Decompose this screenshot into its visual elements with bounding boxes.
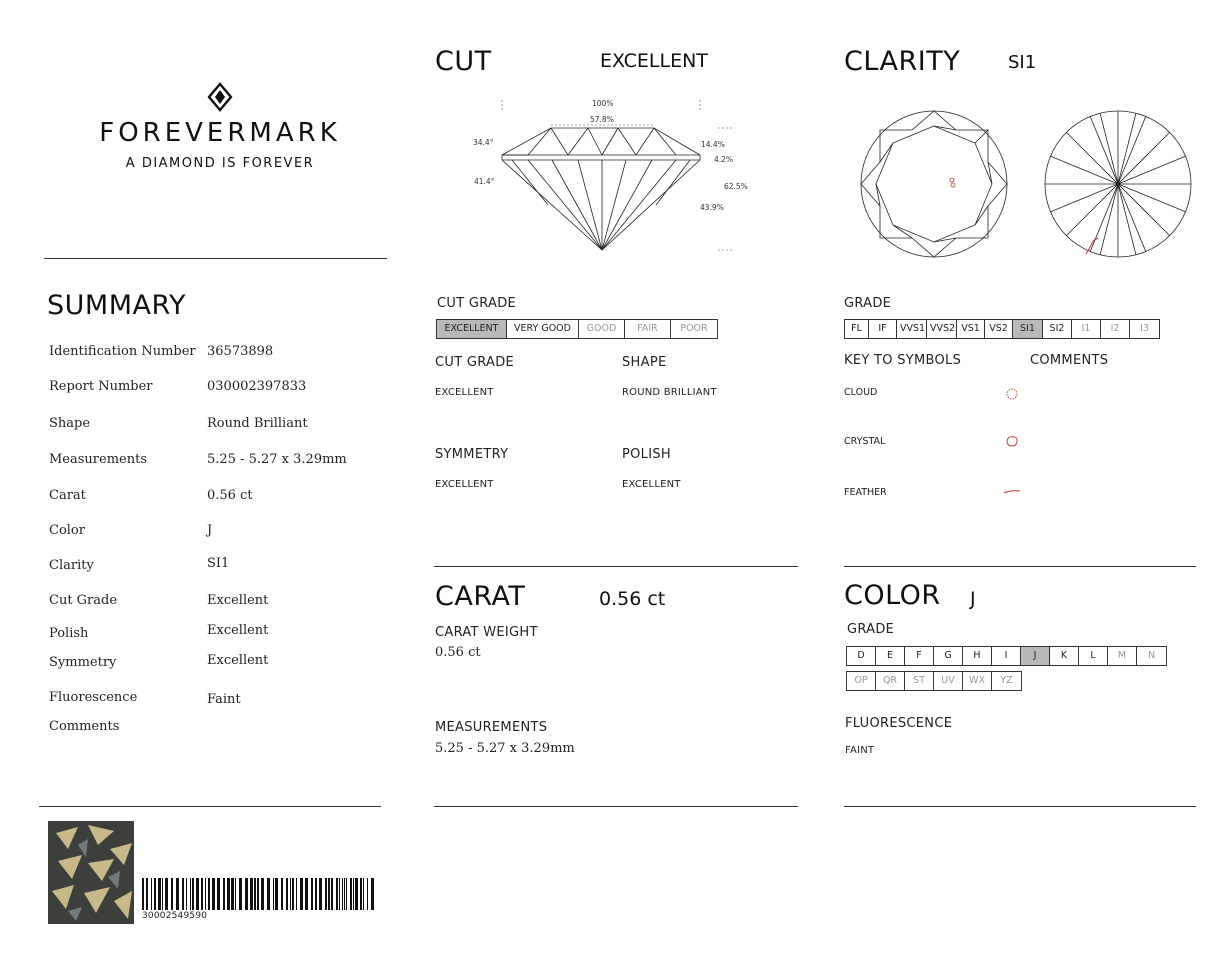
- barcode-bar: [350, 878, 352, 910]
- barcode-bar: [355, 878, 358, 910]
- summary-value: Excellent: [207, 623, 269, 638]
- barcode-bar: [300, 878, 303, 910]
- grade-cell: EXCELLENT: [437, 320, 507, 338]
- barcode-bar: [319, 878, 322, 910]
- barcode-bar: [142, 878, 144, 910]
- barcode-bar: [205, 878, 206, 910]
- summary-label: Symmetry: [49, 655, 117, 670]
- summary-label: Report Number: [49, 379, 153, 394]
- grade-cell: G: [934, 647, 963, 665]
- fluorescence-label: FLUORESCENCE: [845, 716, 953, 731]
- barcode-bar: [231, 878, 234, 910]
- barcode-bar: [146, 878, 148, 910]
- cloud-icon: [1004, 387, 1020, 401]
- divider: [44, 258, 387, 259]
- barcode-bar: [315, 878, 317, 910]
- grade-cell: SI1: [1013, 320, 1043, 338]
- color-grade-label: GRADE: [847, 622, 895, 637]
- diamond-logo-icon: [205, 82, 235, 112]
- clarity-grade-scale: [844, 319, 1160, 339]
- diagram-crown-height: 14.4%: [701, 140, 725, 149]
- symbol-feather-label: FEATHER: [844, 487, 887, 498]
- clarity-plot-pavilion: [1042, 108, 1194, 260]
- barcode-bar: [346, 878, 347, 910]
- clarity-grade-heading: SI1: [1008, 52, 1037, 73]
- grade-cell: N: [1147, 650, 1156, 661]
- carat-weight-value: 0.56 ct: [435, 645, 481, 660]
- cut-grade-value: EXCELLENT: [435, 387, 494, 398]
- barcode-bar: [239, 878, 242, 910]
- barcode-bar: [196, 878, 199, 910]
- barcode-bar: [223, 878, 225, 910]
- diagram-table-pct: 57.8%: [590, 115, 614, 124]
- summary-label: Fluorescence: [49, 690, 138, 705]
- cut-grade-label: CUT GRADE: [435, 355, 515, 370]
- barcode-bar: [182, 878, 184, 910]
- barcode-bar: [344, 878, 345, 910]
- barcode-bar: [342, 878, 343, 910]
- barcode-bar: [162, 878, 163, 910]
- summary-value: 0.56 ct: [207, 488, 253, 503]
- barcode-bar: [331, 878, 333, 910]
- symmetry-value: EXCELLENT: [435, 479, 494, 490]
- barcode-bar: [212, 878, 215, 910]
- symbol-crystal-label: CRYSTAL: [844, 436, 886, 447]
- barcode-bar: [192, 878, 194, 910]
- grade-cell: E: [876, 647, 905, 665]
- barcode-bar: [250, 878, 253, 910]
- diagram-total-width: 100%: [592, 99, 614, 108]
- summary-label: Shape: [49, 416, 91, 431]
- barcode-bar: [339, 878, 340, 910]
- barcode-bar: [275, 878, 278, 910]
- symbol-cloud-label: CLOUD: [844, 387, 878, 398]
- divider: [434, 806, 798, 807]
- summary-label: Cut Grade: [49, 593, 118, 608]
- summary-value: Round Brilliant: [207, 416, 308, 431]
- grade-cell: IF: [869, 320, 897, 338]
- carat-title: CARAT: [435, 581, 526, 612]
- barcode-bar: [217, 878, 220, 910]
- barcode-bar: [363, 878, 364, 910]
- summary-value: Excellent: [207, 593, 269, 608]
- grade-cell: WX: [963, 672, 992, 690]
- summary-label: Clarity: [49, 558, 94, 573]
- barcode-bar: [208, 878, 210, 910]
- fluorescence-value: FAINT: [845, 745, 875, 756]
- grade-cell: H: [963, 647, 992, 665]
- cut-grade-scale-title: CUT GRADE: [437, 296, 517, 311]
- symmetry-label: SYMMETRY: [435, 447, 509, 462]
- measurements-label: MEASUREMENTS: [435, 720, 548, 735]
- summary-value: 36573898: [207, 344, 274, 359]
- grade-cell: VVS1: [897, 320, 927, 338]
- barcode-bar: [292, 878, 294, 910]
- barcode-bar: [171, 878, 173, 910]
- barcode-bar: [201, 878, 203, 910]
- divider: [844, 806, 1196, 807]
- divider: [844, 566, 1196, 567]
- cut-grade-scale: [436, 319, 718, 339]
- grade-cell: I: [992, 647, 1021, 665]
- grade-cell: F: [905, 647, 934, 665]
- grade-cell: SI2: [1043, 320, 1072, 338]
- shape-value: ROUND BRILLIANT: [622, 387, 717, 398]
- barcode-bar: [154, 878, 156, 910]
- barcode-bar: [235, 878, 236, 910]
- barcode-image: [141, 878, 381, 910]
- diagram-crown-angle: 34.4°: [473, 138, 494, 147]
- summary-label: Measurements: [49, 452, 147, 467]
- barcode-number: 30002549590: [142, 911, 208, 921]
- brand-tagline: A DIAMOND IS FOREVER: [125, 156, 315, 171]
- diagram-girdle: 4.2%: [714, 155, 734, 164]
- clarity-plot-crown: [858, 108, 1010, 260]
- diamond-profile-diagram: [468, 95, 748, 260]
- barcode-bar: [227, 878, 230, 910]
- grade-cell: VS2: [985, 320, 1013, 338]
- polish-value: EXCELLENT: [622, 479, 681, 490]
- barcode-bar: [353, 878, 354, 910]
- grade-cell: FL: [845, 320, 869, 338]
- diagram-pavilion-angle: 41.4°: [474, 177, 495, 186]
- barcode-bar: [286, 878, 288, 910]
- color-title: COLOR: [844, 580, 941, 611]
- diagram-total-depth: 62.5%: [724, 182, 748, 191]
- barcode-bar: [245, 878, 248, 910]
- grade-cell: UV: [934, 672, 963, 690]
- grade-cell: VVS2: [927, 320, 957, 338]
- brand-block: [60, 82, 380, 171]
- barcode-bar: [325, 878, 327, 910]
- summary-value: 030002397833: [207, 379, 307, 394]
- key-to-symbols-title: KEY TO SYMBOLS: [844, 353, 962, 368]
- divider: [39, 806, 381, 807]
- grade-cell: POOR: [680, 323, 708, 334]
- summary-label: Carat: [49, 488, 86, 503]
- grade-cell: OP: [847, 672, 876, 690]
- summary-value: Faint: [207, 692, 241, 707]
- barcode-bar: [151, 878, 152, 910]
- barcode-bar: [158, 878, 161, 910]
- barcode-bar: [257, 878, 259, 910]
- grade-cell: I3: [1140, 323, 1149, 334]
- grade-cell: J: [1021, 647, 1050, 665]
- clarity-grade-label: GRADE: [844, 296, 892, 311]
- barcode-bar: [305, 878, 308, 910]
- summary-label: Color: [49, 523, 85, 538]
- grade-cell: QR: [876, 672, 905, 690]
- barcode-bar: [273, 878, 274, 910]
- summary-value: 5.25 - 5.27 x 3.29mm: [207, 452, 347, 467]
- grade-cell: GOOD: [579, 320, 625, 338]
- grade-cell: YZ: [1000, 675, 1013, 686]
- grade-cell: K: [1050, 647, 1079, 665]
- diamond-photo-image: [48, 821, 134, 924]
- barcode-bar: [165, 878, 168, 910]
- grade-cell: FAIR: [625, 320, 671, 338]
- measurements-value: 5.25 - 5.27 x 3.29mm: [435, 741, 575, 756]
- grade-cell: M: [1108, 647, 1137, 665]
- barcode-bar: [290, 878, 291, 910]
- summary-title: SUMMARY: [47, 290, 186, 321]
- crystal-icon: [1004, 434, 1020, 448]
- comments-title: COMMENTS: [1030, 353, 1109, 368]
- barcode-bar: [371, 878, 374, 910]
- clarity-title: CLARITY: [844, 46, 961, 77]
- carat-weight-label: CARAT WEIGHT: [435, 625, 538, 640]
- barcode-bar: [267, 878, 270, 910]
- barcode-bar: [328, 878, 330, 910]
- summary-label: Comments: [49, 719, 120, 734]
- summary-value: Excellent: [207, 653, 269, 668]
- grade-cell: I2: [1101, 320, 1130, 338]
- polish-label: POLISH: [622, 447, 671, 462]
- color-grade-heading: J: [970, 588, 976, 610]
- summary-label: Polish: [49, 626, 89, 641]
- color-grade-scale-extended: [846, 671, 1022, 691]
- barcode-bar: [360, 878, 362, 910]
- grade-cell: D: [847, 647, 876, 665]
- shape-label: SHAPE: [622, 355, 667, 370]
- summary-label: Identification Number: [49, 344, 196, 359]
- color-grade-scale: [846, 646, 1167, 666]
- barcode-bar: [336, 878, 338, 910]
- barcode-bar: [254, 878, 256, 910]
- brand-name: FOREVERMARK: [99, 118, 341, 148]
- barcode-bar: [281, 878, 283, 910]
- cut-title: CUT: [435, 46, 492, 77]
- grade-cell: VERY GOOD: [507, 320, 579, 338]
- barcode-bar: [190, 878, 191, 910]
- feather-icon: [1002, 485, 1022, 497]
- barcode-bar: [296, 878, 297, 910]
- barcode-bar: [367, 878, 368, 910]
- carat-heading-value: 0.56 ct: [599, 588, 666, 610]
- barcode-bar: [311, 878, 313, 910]
- barcode-bar: [186, 878, 187, 910]
- cut-grade-heading: EXCELLENT: [600, 50, 708, 72]
- summary-value: SI1: [207, 556, 230, 571]
- diagram-pavilion-depth: 43.9%: [700, 203, 724, 212]
- barcode-bar: [176, 878, 179, 910]
- grade-cell: VS1: [957, 320, 985, 338]
- barcode-bar: [261, 878, 264, 910]
- grade-cell: L: [1079, 647, 1108, 665]
- divider: [434, 566, 798, 567]
- grade-cell: ST: [905, 672, 934, 690]
- grade-cell: I1: [1072, 320, 1101, 338]
- summary-value: J: [207, 523, 213, 538]
